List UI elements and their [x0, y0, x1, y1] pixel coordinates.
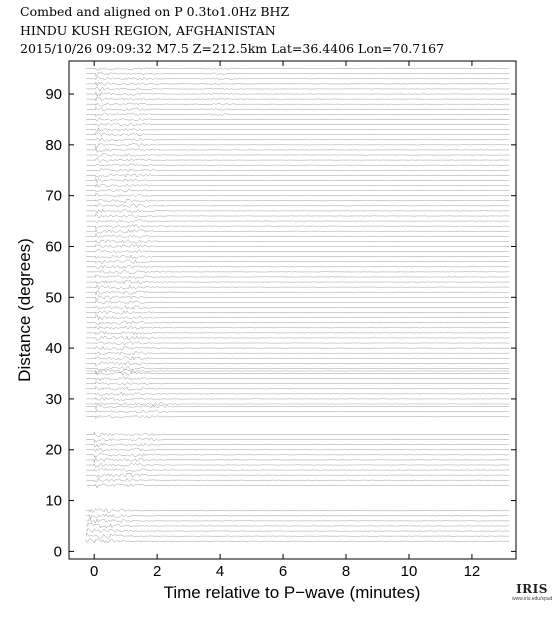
seismogram-trace [86, 72, 509, 76]
seismogram-trace [86, 249, 509, 253]
seismogram-trace [86, 87, 509, 91]
seismogram-trace [86, 443, 509, 447]
seismogram-trace [86, 123, 509, 126]
y-tick-label: 80 [45, 136, 62, 154]
seismogram-trace [86, 432, 509, 437]
seismogram-trace [86, 533, 509, 539]
plot-frame [69, 61, 516, 559]
seismogram-trace [86, 311, 509, 314]
seismogram-trace [86, 484, 509, 489]
x-axis-label: Time relative to P−wave (minutes) [163, 583, 421, 602]
seismogram-trace [86, 518, 509, 523]
seismogram-trace [86, 209, 509, 213]
seismogram-trace [86, 244, 509, 247]
seismogram-trace [86, 174, 509, 178]
seismogram-trace [86, 285, 509, 289]
seismogram-trace [86, 92, 509, 97]
seismogram-trace [86, 265, 509, 269]
seismogram-trace [86, 529, 509, 533]
seismogram-trace [86, 468, 509, 472]
y-tick-label: 90 [45, 86, 62, 104]
seismogram-trace [86, 397, 509, 400]
seismogram-trace [86, 306, 509, 310]
seismogram-trace [86, 336, 509, 340]
y-tick-label: 20 [45, 441, 62, 459]
seismogram-trace [86, 184, 509, 188]
seismogram-trace [86, 478, 509, 482]
seismogram-trace [86, 377, 509, 381]
seismogram-trace [86, 143, 509, 147]
seismogram-trace [86, 415, 509, 418]
seismogram-trace [86, 97, 509, 101]
seismogram-trace [86, 107, 509, 110]
seismogram-trace [86, 392, 509, 396]
seismogram-trace [86, 315, 509, 319]
seismogram-trace [86, 219, 509, 223]
seismogram-trace [86, 229, 509, 233]
y-tick-label: 10 [45, 492, 62, 510]
figure-header-region: HINDU KUSH REGION, AFGHANISTAN [20, 23, 276, 38]
seismogram-trace [86, 158, 509, 162]
trace-group [86, 68, 510, 543]
y-tick-label: 40 [45, 340, 62, 358]
seismogram-trace [86, 214, 509, 218]
seismogram-trace [86, 382, 509, 386]
seismogram-trace [86, 260, 509, 264]
x-axis [90, 61, 480, 580]
x-tick-label: 6 [278, 563, 288, 580]
y-tick-label: 30 [45, 390, 62, 408]
y-tick-label: 70 [45, 187, 62, 205]
x-tick-label: 2 [152, 563, 162, 580]
x-tick-label: 0 [90, 563, 99, 580]
seismogram-trace [86, 178, 509, 182]
seismogram-trace [86, 352, 509, 356]
seismogram-trace [86, 68, 509, 71]
seismogram-trace [86, 296, 509, 300]
x-tick-label: 12 [463, 563, 481, 580]
y-axis-label: Distance (degrees) [15, 238, 34, 382]
seismogram-trace [86, 342, 509, 345]
y-axis [45, 86, 516, 560]
y-tick-label: 50 [45, 289, 62, 307]
seismogram-trace [86, 509, 509, 513]
seismogram-trace [86, 403, 509, 406]
figure-header-event: 2015/10/26 09:09:32 M7.5 Z=212.5km Lat=36.4406 Lon=70.7167 [20, 41, 445, 56]
seismogram-trace [86, 326, 509, 330]
seismogram-trace [86, 367, 509, 371]
seismogram-trace [86, 538, 510, 543]
seismogram-trace [86, 458, 509, 463]
seismogram-trace [86, 448, 509, 452]
seismogram-trace [86, 133, 509, 137]
seismogram-trace [86, 204, 509, 208]
seismogram-trace [86, 463, 509, 467]
seismogram-trace [86, 275, 509, 279]
seismogram-trace [86, 438, 509, 443]
iris-logo-text: IRIS [516, 582, 548, 596]
seismogram-trace [86, 82, 509, 86]
y-tick-label: 0 [53, 543, 62, 561]
seismogram-trace [86, 291, 509, 295]
seismogram-trace [86, 346, 509, 349]
seismogram-trace [86, 405, 509, 410]
seismogram-trace [86, 164, 509, 167]
seismogram-trace [86, 240, 509, 243]
seismogram-trace [86, 193, 509, 197]
seismogram-trace [86, 103, 509, 106]
seismogram-trace [86, 410, 509, 414]
seismogram-trace [86, 118, 509, 122]
seismogram-trace [86, 128, 509, 132]
x-tick-label: 4 [215, 563, 225, 580]
seismogram-trace [86, 234, 509, 238]
seismogram-trace [86, 514, 508, 518]
seismogram-trace [86, 147, 509, 152]
iris-logo [512, 583, 552, 602]
seismogram-trace [86, 362, 509, 366]
seismogram-trace [86, 331, 509, 334]
iris-logo-url: www.iris.edu/spud [512, 596, 553, 602]
seismogram-trace [86, 168, 509, 171]
x-tick-label: 8 [341, 563, 351, 580]
seismogram-trace [86, 270, 509, 274]
seismogram-trace [86, 523, 508, 528]
seismogram-trace [86, 153, 509, 156]
seismogram-trace [86, 189, 509, 192]
seismogram-trace [86, 356, 509, 360]
seismogram-trace [86, 387, 509, 391]
figure-header-processing: Combed and aligned on P 0.3to1.0Hz BHZ [20, 4, 290, 19]
seismogram-trace [86, 138, 509, 141]
seismogram-trace [86, 225, 509, 229]
seismogram-trace [86, 255, 509, 258]
seismogram-trace [86, 199, 509, 202]
x-tick-label: 10 [400, 563, 418, 580]
seismogram-trace [86, 473, 509, 477]
seismogram-trace [86, 280, 509, 284]
seismogram-trace [86, 77, 509, 80]
seismogram-trace [86, 453, 509, 457]
seismogram-trace [86, 113, 509, 116]
seismogram-trace [86, 301, 509, 304]
y-tick-label: 60 [45, 238, 62, 256]
seismogram-trace [86, 321, 509, 325]
